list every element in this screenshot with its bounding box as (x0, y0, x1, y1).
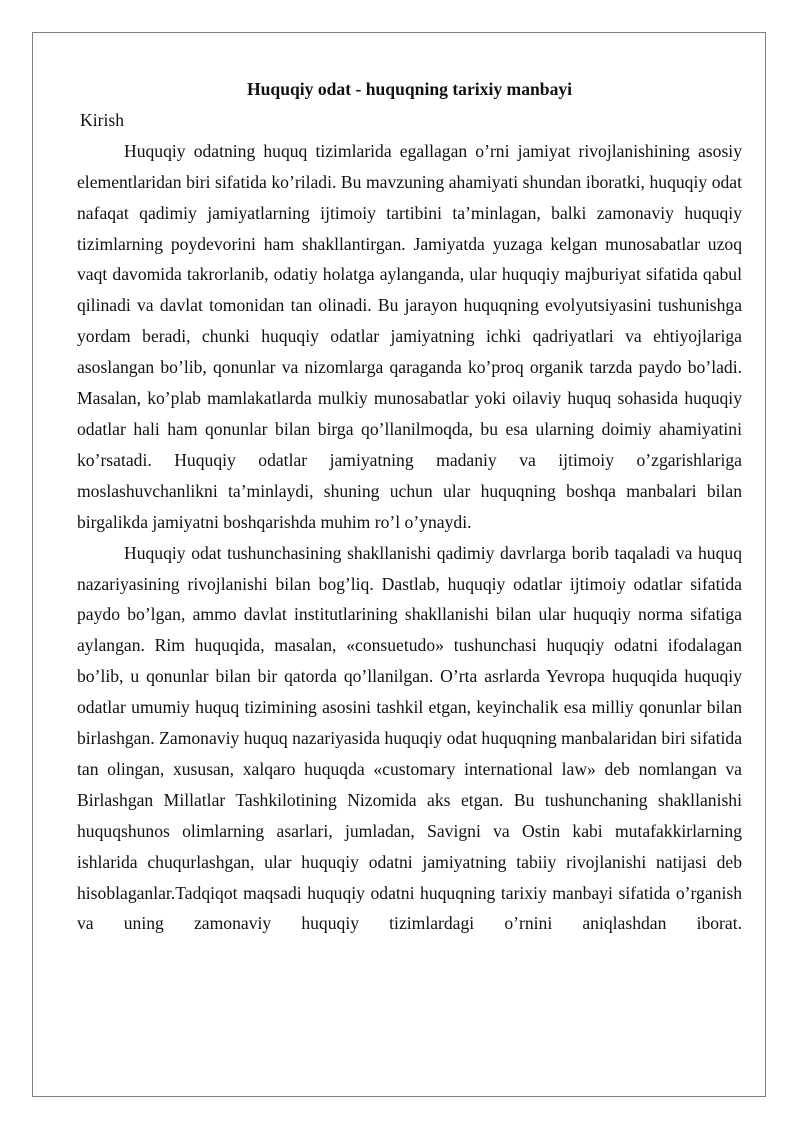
document-body (77, 74, 742, 939)
document-title: Huquqiy odat - huquqning tarixiy manbayi (246, 79, 573, 99)
paragraph-2: Huquqiy odat tushunchasining shakllanishi qadimiy davrlarga borib taqaladi va huquq nazariyasining rivojlanishi bilan bog’liq. Dastlab, huquqiy odatlar ijtimoiy odatlar sifatida paydo bo’lgan, ammo davlat institutlarining shakllanishi bilan ular huquqiy norma sifatiga aylangan. Rim huquqida, masalan, «consuetudo» tushunchasi huquqiy odatni ifodalagan bo’lib, u qonunlar bilan bir qatorda qo’llanilgan. O’rta asrlarda Yevropa huquqida huquqiy odatlar umumiy huquq tizimining asosini tashkil etgan, keyinchalik esa milliy qonunlar bilan birlashgan. Zamonaviy huquq nazariyasida huquqiy odat huquqning manbalaridan biri sifatida tan olingan, xususan, xalqaro huquqda «customary international law» deb nomlangan va Birlashgan Millatlar Tashkilotining Nizomida aks etgan. Bu tushunchaning shakllanishi huquqshunos olimlarning asarlari, jumladan, Savigni va Ostin kabi mutafakkirlarning ishlarida chuqurlashgan, ular huquqiy odatni jamiyatning tabiiy rivojlanishi natijasi deb hisoblaganlar.Tadqiqot maqsadi huquqiy odatni huquqning tarixiy manbayi sifatida o’rganish va uning zamonaviy huquqiy tizimlardagi o’rnini aniqlashdan iborat. (77, 542, 742, 934)
paragraph-1: Huquqiy odatning huquq tizimlarida egallagan o’rni jamiyat rivojlanishining asosiy elementlaridan biri sifatida ko’riladi. Bu mavzuning ahamiyati shundan iboratki, huquqiy odat nafaqat qadimiy jamiyatlarning ijtimoiy tartibini ta’minlagan, balki zamonaviy huquqiy tizimlarning poydevorini ham shakllantirgan. Jamiyatda yuzaga kelgan munosabatlar uzoq vaqt davomida takrorlanib, odatiy holatga aylanganda, ular huquqiy majburiyat sifatida qabul qilinadi va davlat tomonidan tan olinadi. Bu jarayon huquqning evolyutsiyasini tushunishga yordam beradi, chunki huquqiy odatlar jamiyatning ichki qadriyatlari va ehtiyojlariga asoslangan bo’lib, qonunlar va nizomlarga qaraganda ko’proq organik tarzda paydo bo’ladi. Masalan, ko’plab mamlakatlarda mulkiy munosabatlar yoki oilaviy huquq sohasida huquqiy odatlar hali ham qonunlar bilan birga qo’llanilmoqda, bu esa ularning doimiy ahamiyatini ko’rsatadi. Huquqiy odatlar jamiyatning madaniy va ijtimoiy o’zgarishlariga moslashuvchanlikni ta’minlaydi, shuning uchun ular huquqning boshqa manbalari bilan birgalikda jamiyatni boshqarishda muhim ro’l o’ynaydi. (77, 140, 742, 532)
section-heading: Kirish (80, 109, 124, 130)
